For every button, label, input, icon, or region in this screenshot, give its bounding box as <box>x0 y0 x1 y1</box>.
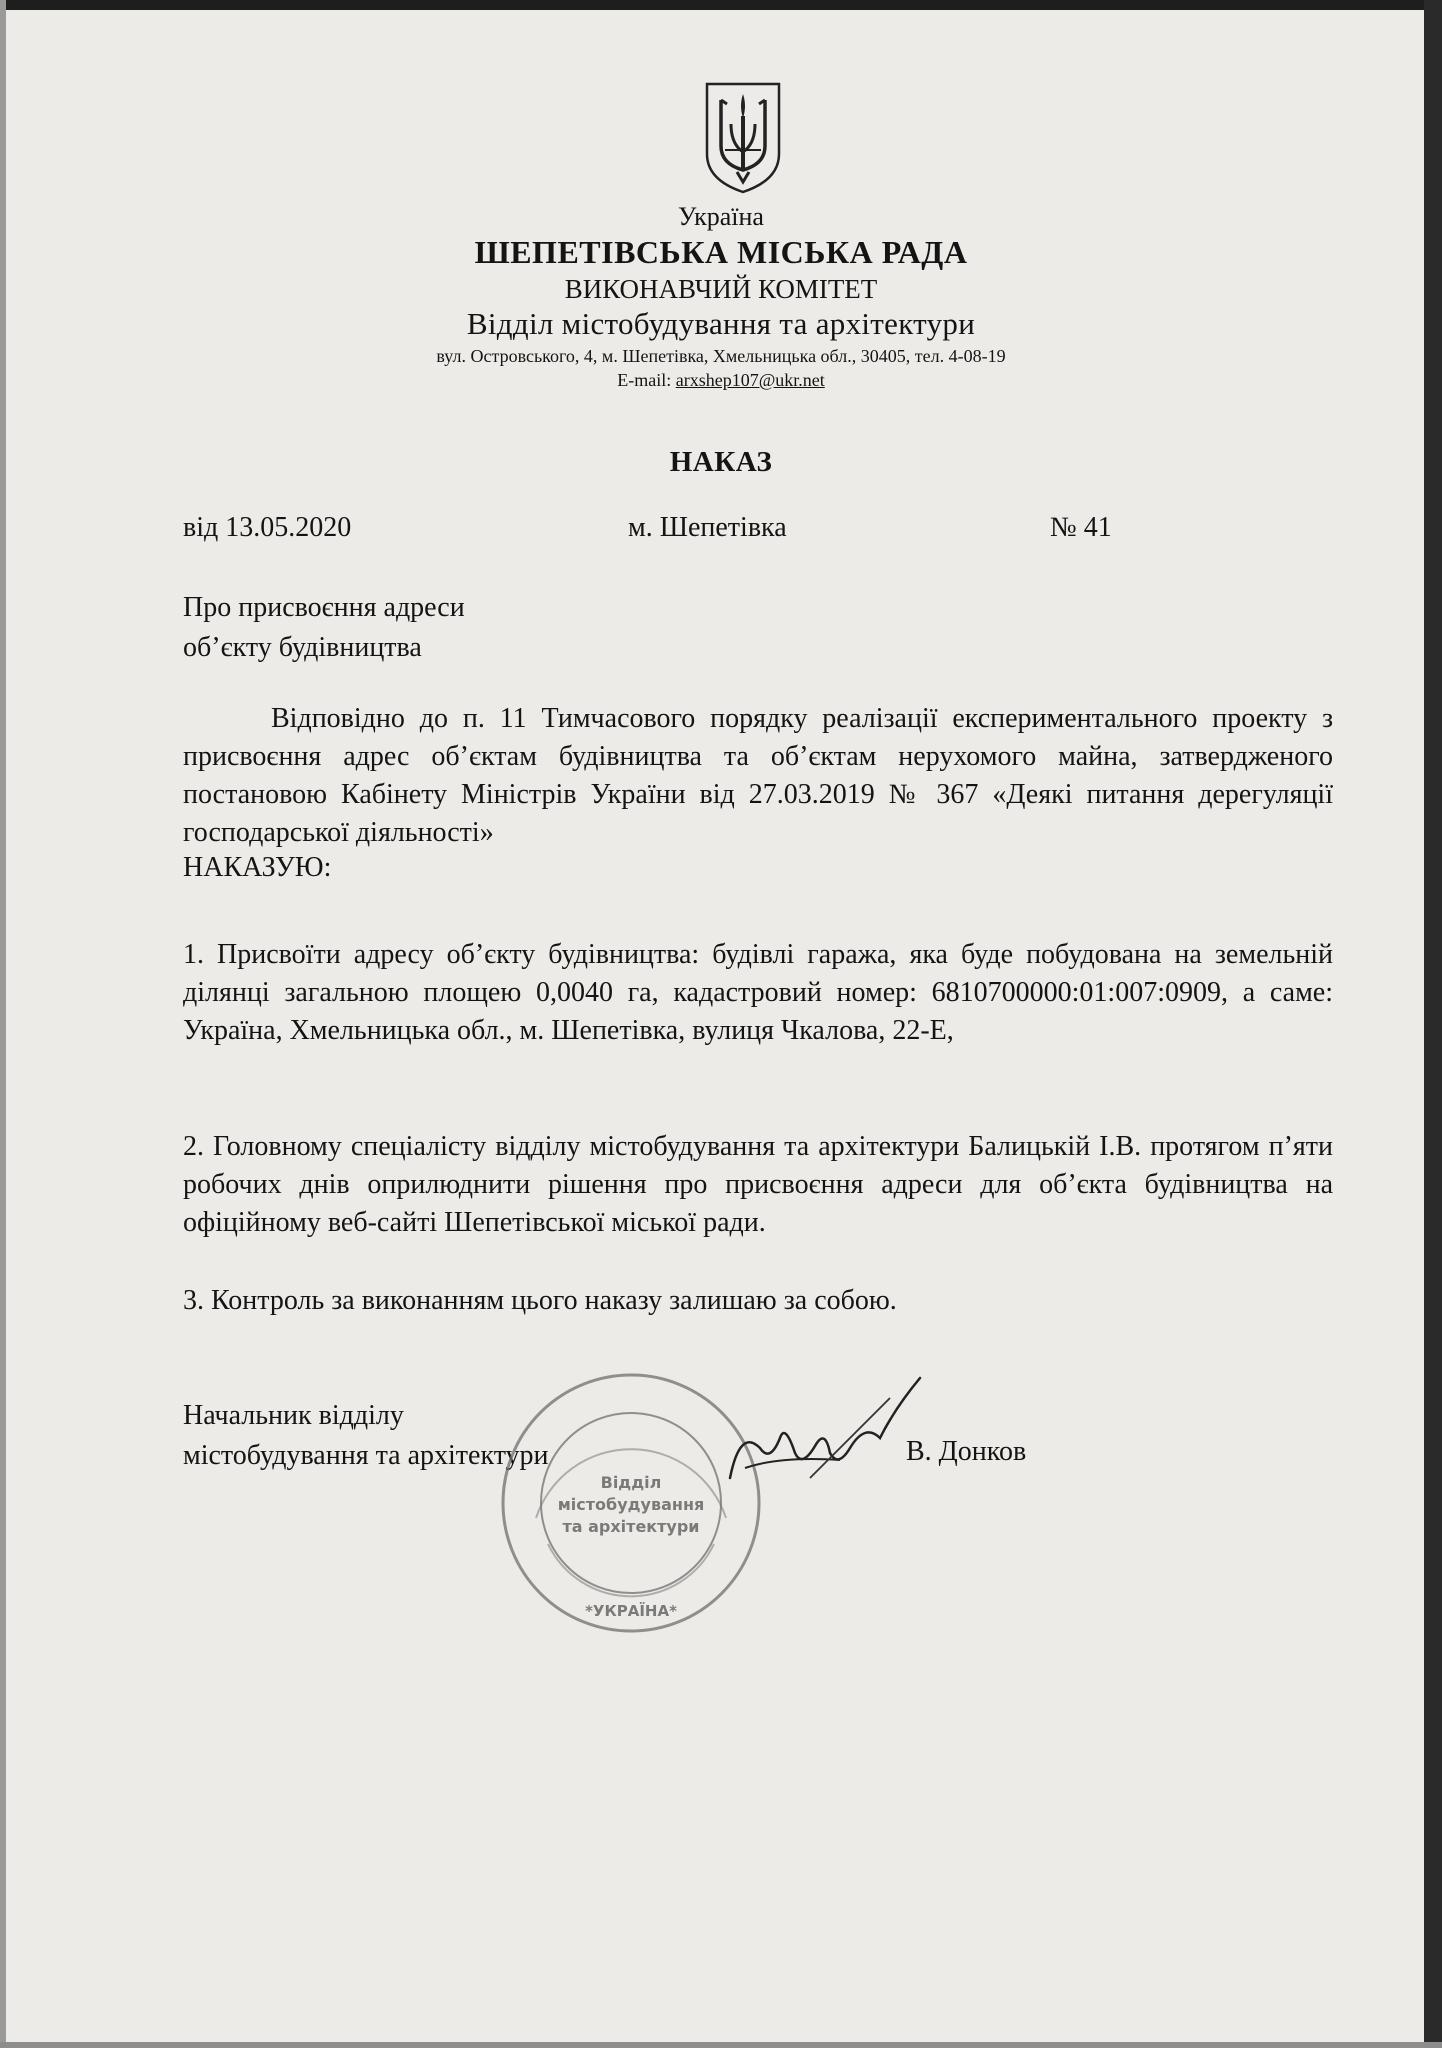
subject-line-1: Про присвоєння адреси <box>183 592 465 623</box>
signatory-title <box>183 1396 549 1476</box>
svg-text:та архітектури: та архітектури <box>562 1517 700 1536</box>
svg-text:*УКРАЇНА*: *УКРАЇНА* <box>585 1602 677 1620</box>
document-type: НАКАЗ <box>669 446 773 478</box>
decree-word: НАКАЗУЮ: <box>183 852 332 883</box>
address-line: вул. Островського, 4, м. Шепетівка, Хмельницька обл., 30405, тел. 4-08-19 <box>436 346 1006 366</box>
document-subject <box>183 588 465 668</box>
order-item-3: 3. Контроль за виконанням цього наказу залишаю за собою. <box>183 1285 897 1316</box>
svg-text:містобудування: містобудування <box>557 1495 705 1514</box>
document-number: № 41 <box>1050 512 1112 543</box>
council-name: ШЕПЕТІВСЬКА МІСЬКА РАДА <box>474 234 968 270</box>
scan-edge-bottom <box>0 2042 1442 2048</box>
subject-line-2: об’єкту будівництва <box>183 632 422 663</box>
handwritten-signature <box>690 1368 950 1518</box>
order-item-2: 2. Головному спеціалісту відділу містобудування та архітектури Балицькій І.В. протягом п’яти робочих днів оприлюднити рішення про присвоєння адреси для об’єкта будівництва на офіційному веб-сайті Шепетівської міської ради. <box>183 1131 1333 1238</box>
country-name: Україна <box>678 202 764 231</box>
email-line <box>0 370 1442 391</box>
email-label: E-mail: <box>617 370 676 390</box>
signatory-title-line-2: містобудування та архітектури <box>183 1440 549 1471</box>
document-city: м. Шепетівка <box>628 512 787 543</box>
preamble-paragraph <box>183 700 1333 852</box>
document-date: від 13.05.2020 <box>183 512 352 543</box>
scan-edge-top <box>0 0 1442 10</box>
department-name: Відділ містобудування та архітектури <box>466 306 976 341</box>
signatory-title-line-1: Начальник відділу <box>183 1400 404 1431</box>
preamble-text: Відповідно до п. 11 Тимчасового порядку реалізації експериментального проекту з присвоєння адрес об’єктам будівництва та об’єктам нерухомого майна, затвердженого постановою Кабінету Міністрів України від 27.03.2019 № 367 «Деякі питання дерегуляції господарської діяльності» <box>183 703 1333 848</box>
order-item-1: 1. Присвоїти адресу об’єкту будівництва: будівлі гаража, яка буде побудована на земельній ділянці загальною площею 0,0040 га, кадастровий номер: 6810700000:01:007:0909, а саме: Україна, Хмельницька обл., м. Шепетівка, вулиця Чкалова, 22-Е, <box>183 939 1333 1046</box>
signatory-name: В. Донков <box>906 1436 1027 1467</box>
committee-name: ВИКОНАВЧИЙ КОМІТЕТ <box>564 274 878 304</box>
email-link[interactable]: arxshep107@ukr.net <box>675 370 825 390</box>
svg-text:Відділ: Відділ <box>600 1473 662 1492</box>
trident-icon <box>703 80 783 194</box>
